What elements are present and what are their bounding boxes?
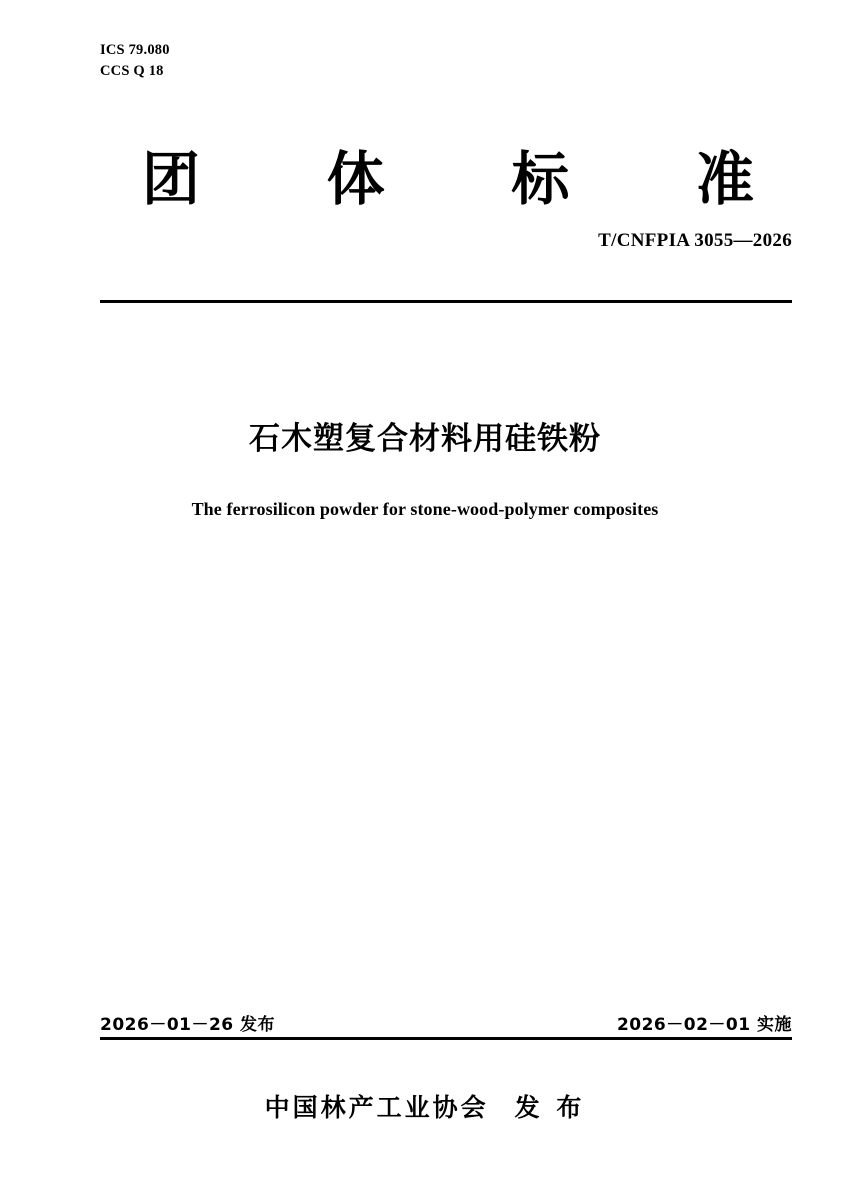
dates-row <box>100 1010 792 1036</box>
publisher-name: 中国林产工业协会 <box>264 1093 489 1122</box>
header-divider <box>100 300 792 303</box>
implementation-date: 2026－02－01 实施 <box>616 1015 792 1035</box>
heading-char-4: 准 <box>695 145 754 213</box>
publisher-line <box>0 1088 850 1124</box>
classification-block <box>100 40 170 82</box>
footer-divider <box>100 1037 792 1040</box>
standard-number: T/CNFPIA 3055—2026 <box>598 230 792 251</box>
heading-char-2: 体 <box>326 145 385 213</box>
ics-code: ICS 79.080 <box>100 42 170 58</box>
heading-char-1: 团 <box>142 145 201 213</box>
page-subtitle-english: The ferrosilicon powder for stone-wood-polymer composites <box>191 499 659 519</box>
page-title: 石木塑复合材料用硅铁粉 <box>249 421 601 457</box>
publisher-action: 发 布 <box>514 1093 586 1122</box>
document-type-heading <box>100 145 792 213</box>
heading-char-3: 标 <box>511 145 570 213</box>
ccs-code: CCS Q 18 <box>100 63 164 79</box>
issue-date: 2026－01－26 发布 <box>100 1015 276 1035</box>
